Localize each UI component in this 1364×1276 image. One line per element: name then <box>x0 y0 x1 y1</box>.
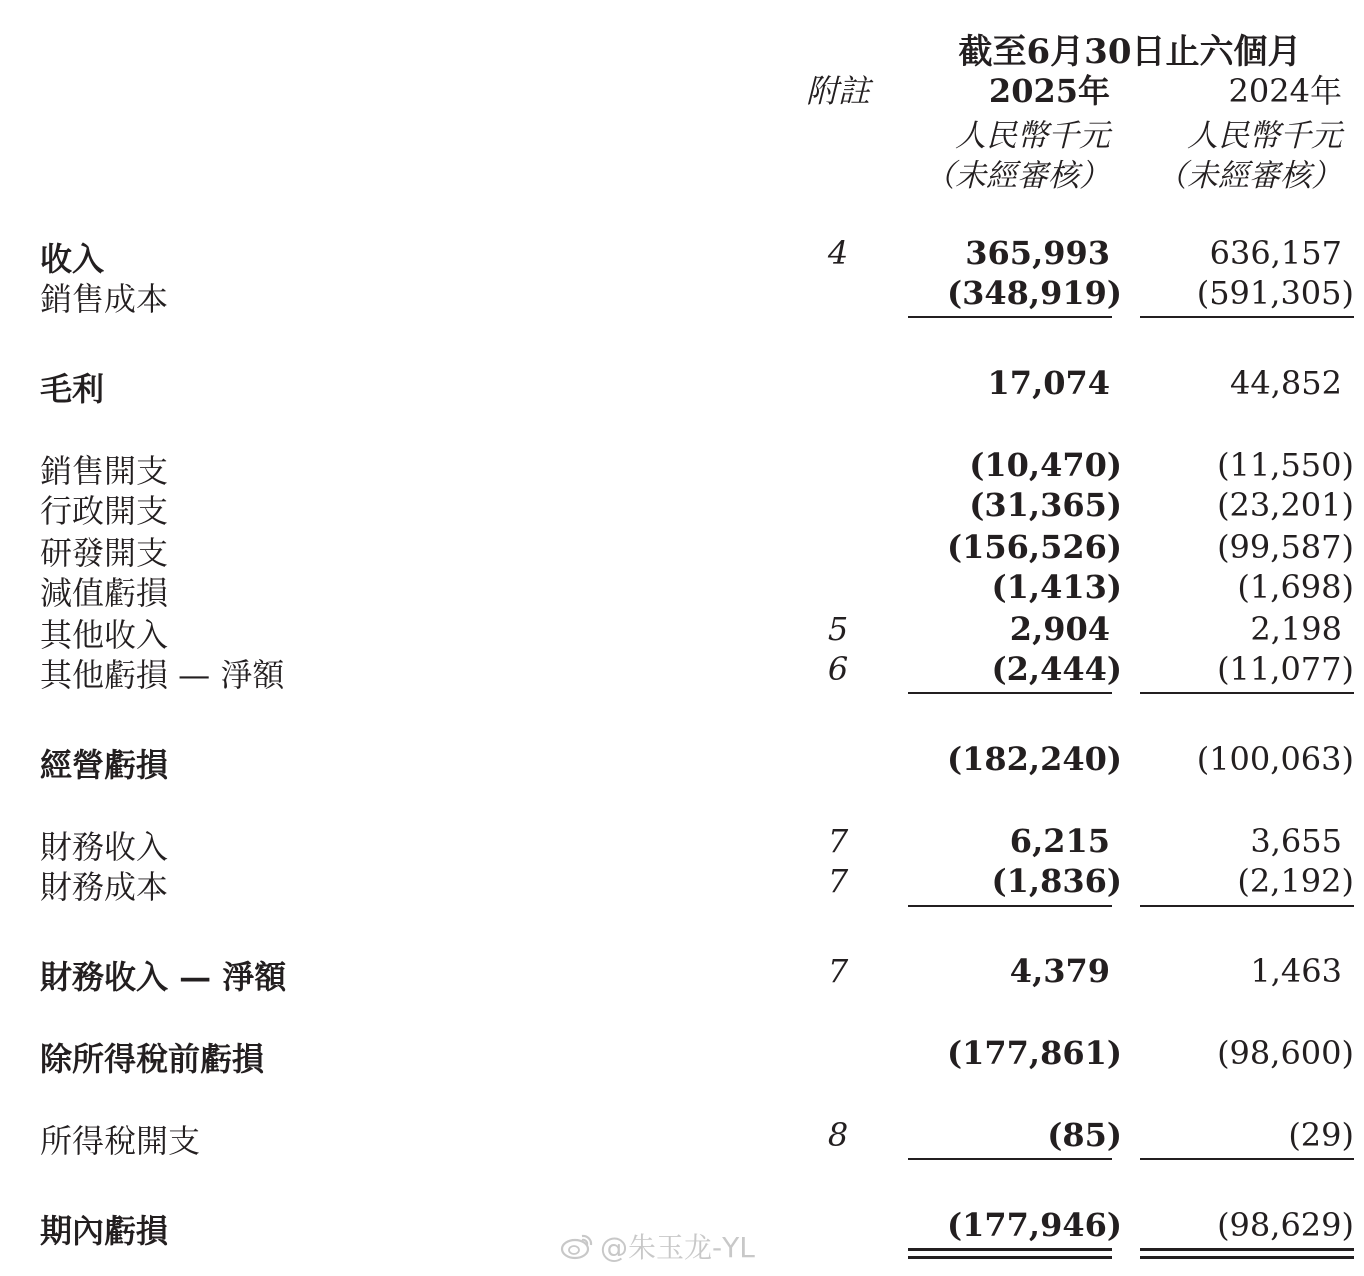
value-2024-loss-for-period: (98,629) <box>1217 1206 1354 1244</box>
subtotal-rule <box>1140 1158 1354 1160</box>
value-2025-loss-before-tax: (177,861) <box>946 1034 1122 1072</box>
year-2024-header: 2024年 <box>1228 72 1342 110</box>
row-label-other-losses-net: 其他虧損 — 淨額 <box>40 656 285 694</box>
value-2024-impairment-losses: (1,698) <box>1237 568 1354 606</box>
value-2025-revenue: 365,993 <box>965 234 1110 272</box>
value-2024-income-tax-expense: (29) <box>1288 1116 1354 1154</box>
value-2025-admin-expenses: (31,365) <box>969 486 1122 524</box>
row-label-cost-of-sales: 銷售成本 <box>40 280 169 318</box>
value-2025-selling-expenses: (10,470) <box>969 446 1122 484</box>
total-double-rule <box>908 1256 1112 1259</box>
value-2025-finance-income: 6,215 <box>1009 822 1110 860</box>
subtotal-rule <box>908 905 1112 907</box>
row-label-finance-costs: 財務成本 <box>40 868 169 906</box>
subtotal-rule <box>908 1158 1112 1160</box>
value-2025-rnd-expenses: (156,526) <box>946 528 1122 566</box>
row-label-finance-income-net: 財務收入 — 淨額 <box>40 958 287 996</box>
subtotal-rule <box>1140 316 1354 318</box>
row-note-finance-income: 7 <box>827 822 849 860</box>
row-label-operating-loss: 經營虧損 <box>40 746 169 784</box>
row-label-selling-expenses: 銷售開支 <box>40 452 169 490</box>
row-label-impairment-losses: 減值虧損 <box>40 574 169 612</box>
value-2025-gross-profit: 17,074 <box>987 364 1110 402</box>
total-double-rule <box>1140 1256 1354 1259</box>
weibo-icon <box>560 1232 594 1260</box>
row-note-other-losses-net: 6 <box>827 650 849 688</box>
unit-2024-header: 人民幣千元 <box>1187 118 1342 154</box>
row-label-admin-expenses: 行政開支 <box>40 492 169 530</box>
value-2024-other-income: 2,198 <box>1250 610 1342 648</box>
value-2024-operating-loss: (100,063) <box>1196 740 1354 778</box>
weibo-watermark <box>560 1226 755 1266</box>
value-2025-loss-for-period: (177,946) <box>946 1206 1122 1244</box>
value-2024-cost-of-sales: (591,305) <box>1196 274 1354 312</box>
audit-2025-header: （未經審核） <box>924 158 1110 194</box>
subtotal-rule <box>908 692 1112 694</box>
value-2024-revenue: 636,157 <box>1209 234 1342 272</box>
audit-2024-header: （未經審核） <box>1156 158 1342 194</box>
value-2025-other-losses-net: (2,444) <box>991 650 1122 688</box>
value-2025-operating-loss: (182,240) <box>946 740 1122 778</box>
row-label-loss-for-period: 期內虧損 <box>40 1212 169 1250</box>
row-note-revenue: 4 <box>827 234 849 272</box>
row-label-finance-income: 財務收入 <box>40 828 169 866</box>
row-label-loss-before-tax: 除所得稅前虧損 <box>40 1040 265 1078</box>
row-note-finance-costs: 7 <box>827 862 849 900</box>
period-header: 截至6月30日止六個月 <box>958 32 1302 72</box>
value-2024-gross-profit: 44,852 <box>1230 364 1342 402</box>
note-column-header: 附註 <box>805 72 870 110</box>
watermark-text: @朱玉龙-YL <box>600 1231 755 1264</box>
total-double-rule <box>1140 1248 1354 1251</box>
subtotal-rule <box>1140 905 1354 907</box>
value-2024-finance-income-net: 1,463 <box>1250 952 1342 990</box>
value-2024-loss-before-tax: (98,600) <box>1217 1034 1354 1072</box>
year-2025-header: 2025年 <box>988 72 1110 110</box>
value-2024-finance-income: 3,655 <box>1250 822 1342 860</box>
value-2025-impairment-losses: (1,413) <box>991 568 1122 606</box>
total-double-rule <box>908 1248 1112 1251</box>
subtotal-rule <box>1140 692 1354 694</box>
row-label-revenue: 收入 <box>40 240 105 278</box>
value-2025-finance-costs: (1,836) <box>991 862 1122 900</box>
row-label-rnd-expenses: 研發開支 <box>40 534 169 572</box>
unit-2025-header: 人民幣千元 <box>955 118 1110 154</box>
value-2025-finance-income-net: 4,379 <box>1009 952 1110 990</box>
row-label-other-income: 其他收入 <box>40 616 169 654</box>
value-2025-income-tax-expense: (85) <box>1047 1116 1122 1154</box>
row-label-income-tax-expense: 所得稅開支 <box>40 1122 201 1160</box>
value-2025-other-income: 2,904 <box>1009 610 1110 648</box>
value-2024-admin-expenses: (23,201) <box>1217 486 1354 524</box>
row-label-gross-profit: 毛利 <box>40 370 105 408</box>
row-note-finance-income-net: 7 <box>827 952 849 990</box>
subtotal-rule <box>908 316 1112 318</box>
value-2024-rnd-expenses: (99,587) <box>1217 528 1354 566</box>
value-2025-cost-of-sales: (348,919) <box>946 274 1122 312</box>
value-2024-selling-expenses: (11,550) <box>1217 446 1354 484</box>
value-2024-finance-costs: (2,192) <box>1237 862 1354 900</box>
row-note-income-tax-expense: 8 <box>827 1116 849 1154</box>
row-note-other-income: 5 <box>827 610 849 648</box>
value-2024-other-losses-net: (11,077) <box>1217 650 1354 688</box>
